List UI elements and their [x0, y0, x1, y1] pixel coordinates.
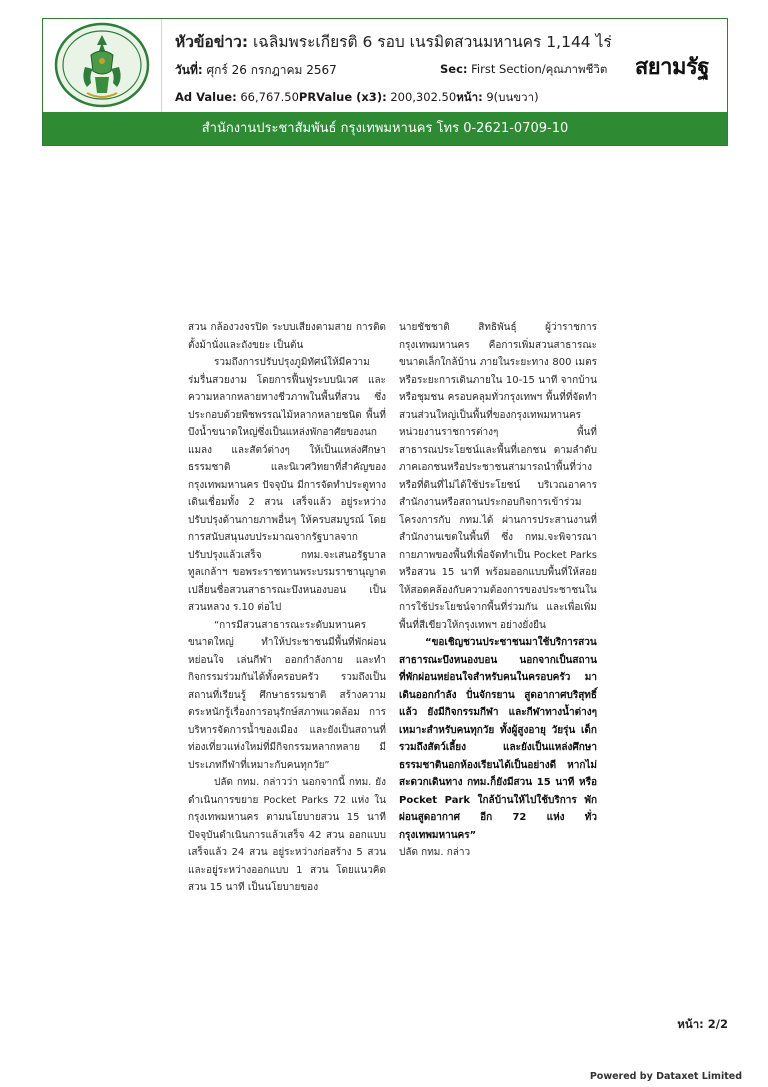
office-bar: สำนักงานประชาสัมพันธ์ กรุงเทพมหานคร โทร 0-2621-0709-10	[43, 112, 727, 145]
headline-label: หัวข้อข่าว:	[175, 33, 249, 51]
section-line	[440, 61, 607, 79]
page-label: หน้า:	[456, 90, 483, 104]
section-value: First Section/คุณภาพชีวิต	[471, 62, 608, 76]
article-column-left	[188, 319, 386, 897]
article-paragraph: รวมถึงการปรับปรุงภูมิทัศน์ให้มีความร่มรื่นสวยงาม โดยการฟื้นฟูระบบนิเวศ และความหลากหลายทางชีวภาพในพื้นที่สวน ซึ่งประกอบด้วยพืชพรรณไม้หลากหลายชนิด พื้นที่บึงน้ำขนาดใหญ่ซึ่งเป็นแหล่งพักอาศัยของนก แมลง และสัตว์ต่างๆ ให้เป็นแหล่งศึกษาธรรมชาติ และนิเวศวิทยาที่สำคัญของกรุงเทพมหานคร ปัจจุบัน มีการจัดทำประตูทางเดินเชื่อมทั้ง 2 สวน เสร็จแล้ว อยู่ระหว่างปรับปรุงด้านกายภาพอื่นๆ ให้ครบสมบูรณ์ โดยการสนับสนุนงบประมาณจากรัฐบาลจากปรับปรุงแล้วเสร็จ กทม.จะเสนอรัฐบาลทูลเกล้าฯ ขอพระราชทานพระบรมราชานุญาตเปลี่ยนชื่อสวนสาธารณะบึงหนองบอน เป็นสวนหลวง ร.10 ต่อไป	[188, 357, 386, 613]
powered-by: Powered by Dataxet Limited	[589, 1071, 742, 1082]
logo-box	[43, 19, 162, 112]
article-paragraph: ปลัด กทม. กล่าวว่า นอกจากนี้ กทม. ยังดำเนินการขยาย Pocket Parks 72 แห่ง ในกรุงเทพมหานคร ตามนโยบายสวน 15 นาที ปัจจุบันดำเนินการแล้วเสร็จ 42 สวน ออกแบบเสร็จแล้ว 24 สวน อยู่ระหว่างก่อสร้าง 5 สวน และอยู่ระหว่างออกแบบ 1 สวน โดยแนวคิดสวน 15 นาที เป็นนโยบายของ	[188, 777, 386, 893]
pr-value: 200,302.50	[390, 90, 457, 104]
date-line	[175, 61, 337, 80]
headline-text: เฉลิมพระเกียรติ 6 รอบ เนรมิตสวนมหานคร 1,144 ไร่	[252, 33, 612, 51]
article-column-right	[399, 319, 597, 862]
date-label: วันที่:	[175, 63, 203, 77]
bma-seal-icon	[51, 21, 153, 109]
clipping-header	[42, 18, 728, 146]
section-label: Sec:	[440, 62, 468, 76]
ad-value-label: Ad Value:	[175, 90, 237, 104]
value-line	[175, 89, 539, 107]
pr-value-label: PRValue (x3):	[298, 90, 387, 104]
newspaper-logo: สยามรัฐ	[634, 55, 709, 80]
article-paragraph: สวน กล้องวงจรปิด ระบบเสียงตามสาย การติดตั้งม้านั่งและถังขยะ เป็นต้น	[188, 322, 386, 351]
date-value: ศุกร์ 26 กรกฎาคม 2567	[206, 63, 337, 77]
article-paragraph: “ขอเชิญชวนประชาชนมาใช้บริการสวนสาธารณะบึงหนองบอน นอกจากเป็นสถานที่พักผ่อนหย่อนใจสำหรับคนในครอบครัว มาเดินออกกำลัง ปั่นจักรยาน สูดอากาศบริสุทธิ์แล้ว ยังมีกิจกรรมกีฬา และกีฬาทางน้ำต่างๆ เหมาะสำหรับคนทุกวัย ทั้งผู้สูงอายุ วัยรุ่น เด็ก รวมถึงสัตว์เลี้ยง และยังเป็นแหล่งศึกษาธรรมชาตินอกห้องเรียนได้เป็นอย่างดี หากไม่สะดวกเดินทาง กทม.ก็ยังมีสวน 15 นาที หรือ Pocket Park ใกล้บ้านให้ไปใช้บริการ พักผ่อนสูดอากาศ อีก 72 แห่ง ทั่วกรุงเทพมหานคร”	[399, 637, 597, 841]
article-paragraph: “การมีสวนสาธารณะระดับมหานครขนาดใหญ่ ทำให้ประชาชนมีพื้นที่พักผ่อนหย่อนใจ เล่นกีฬา ออกกำลังกาย และทำกิจกรรมร่วมกันได้ทั้งครอบครัว รวมถึงเป็นสถานที่เรียนรู้ ศึกษาธรรมชาติ สร้างความตระหนักรู้เรื่องการอนุรักษ์สภาพแวดล้อม การบริหารจัดการน้ำของเมือง และยังเป็นสถานที่ท่องเที่ยวแห่งใหม่ที่มีกิจกรรมหลากหลาย มีประเภทกีฬาที่เหมาะกับคนทุกวัย”	[188, 619, 386, 771]
article-paragraph: นายชัชชาติ สิทธิพันธุ์ ผู้ว่าราชการกรุงเทพมหานคร คือการเพิ่มสวนสาธารณะขนาดเล็กใกล้บ้าน ภายในระยะทาง 800 เมตร หรือระยะการเดินภายใน 10-15 นาที จากบ้านหรือชุมชน ครอบคลุมทั่วกรุงเทพฯ พื้นที่ที่จัดทำสวนส่วนใหญ่เป็นพื้นที่ของกรุงเทพมหานคร หน่วยงานราชการต่างๆ พื้นที่สาธารณประโยชน์และพื้นที่เอกชน ตามลำดับ ภาคเอกชนหรือประชาชนสามารถนำพื้นที่ว่างหรือที่ดินที่ไม่ได้ใช้ประโยชน์ บริเวณอาคารสำนักงานหรือสถานประกอบกิจการเข้าร่วมโครงการกับ กทม.ได้ ผ่านการประสานงานที่สำนักงานเขตในพื้นที่ ซึ่ง กทม.จะพิจารณากายภาพของพื้นที่เพื่อจัดทำเป็น Pocket Parks หรือสวน 15 นาที พร้อมออกแบบพื้นที่ให้สอยให้สอดคล้องกับความต้องการของประชาชนในการใช้ประโยชน์จากพื้นที่ร่วมกัน และเพื่อเพิ่มพื้นที่สีเขียวให้กรุงเทพฯ อย่างยั่งยืน	[399, 322, 597, 631]
ad-value: 66,767.50	[240, 90, 299, 104]
article-paragraph: ปลัด กทม. กล่าว	[399, 847, 471, 858]
page-number: หน้า: 2/2	[677, 1017, 728, 1031]
page-value: 9(บนขวา)	[486, 90, 539, 104]
headline	[175, 29, 612, 54]
